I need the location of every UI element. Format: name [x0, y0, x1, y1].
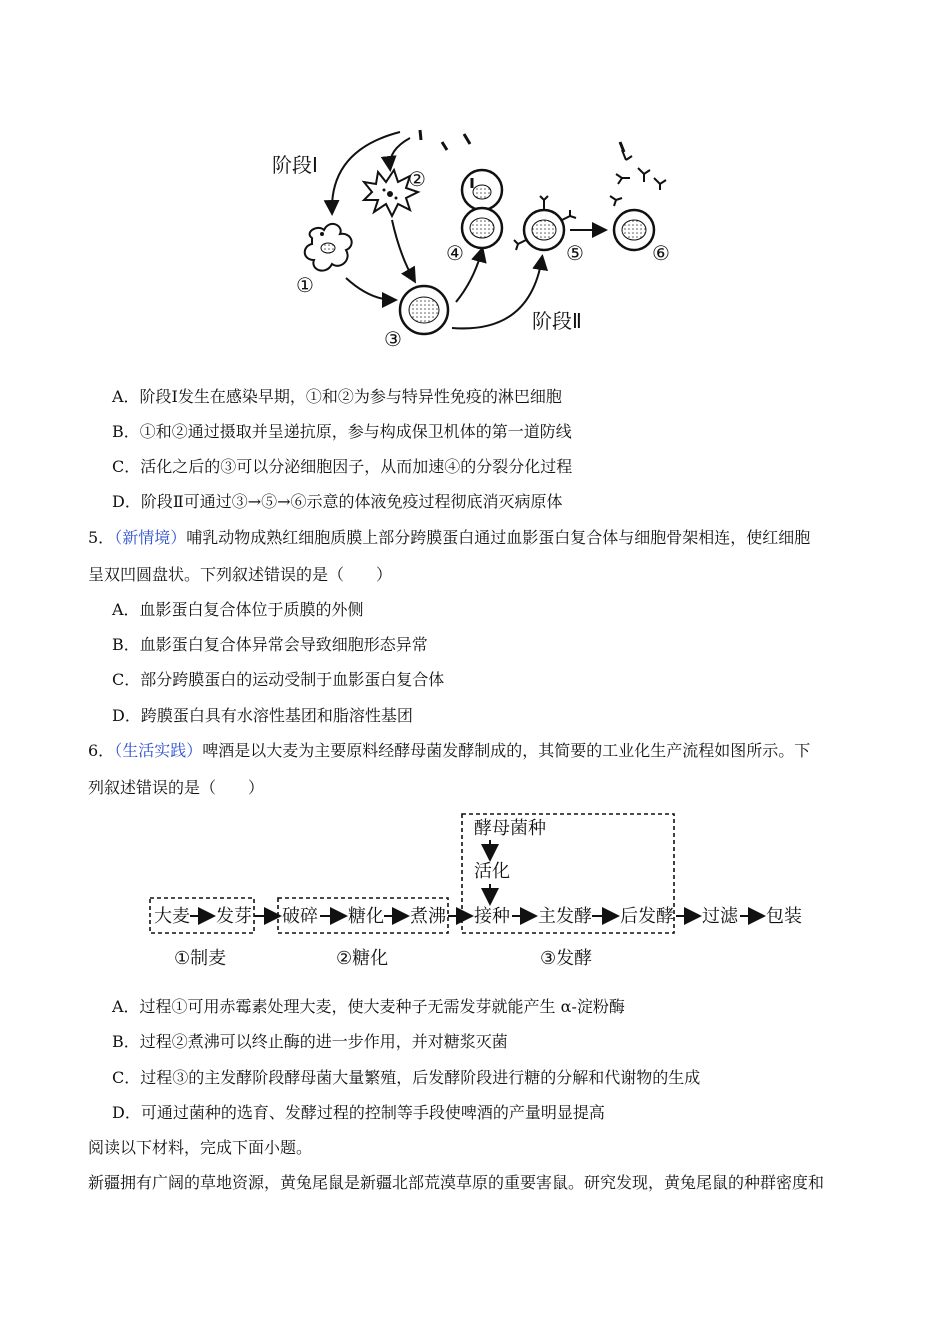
- flow-stage3-label: ③发酵: [540, 948, 593, 969]
- stage1-label: 阶段Ⅰ: [272, 153, 318, 177]
- flow-stage2-label: ②糖化: [336, 948, 389, 969]
- q6-tag: （生活实践）: [114, 741, 203, 760]
- arrow: [390, 138, 410, 168]
- stage2-label: 阶段Ⅱ: [532, 309, 582, 333]
- flow-package: 包装: [766, 906, 802, 927]
- antigen-mark: [464, 134, 470, 144]
- flow-main-ferment: 主发酵: [538, 906, 592, 927]
- q5-number: 5．: [88, 528, 115, 547]
- q6-stem-line1: 啤酒是以大麦为主要原料经酵母菌发酵制成的，其简要的工业化生产流程如图所示。下: [202, 741, 811, 760]
- immune-response-figure: [260, 120, 700, 355]
- q6-stem-line2: 列叙述错误的是（ ）: [88, 778, 265, 797]
- antibody-marks: [610, 150, 666, 206]
- q5-tag: （新情境）: [114, 528, 187, 547]
- marker-6: ⑥: [652, 241, 670, 265]
- q4-option-c: C．活化之后的③可以分泌细胞因子，从而加速④的分裂分化过程: [112, 457, 573, 476]
- flow-crush: 破碎: [282, 906, 318, 927]
- beer-flow-diagram: [140, 806, 820, 976]
- flow-sprout: 发芽: [216, 906, 252, 927]
- flow-saccharify: 糖化: [348, 906, 384, 927]
- q5-stem-line1: 哺乳动物成熟红细胞质膜上部分跨膜蛋白通过血影蛋白复合体与细胞骨架相连，使红细胞: [186, 528, 811, 547]
- q6-option-c: C．过程③的主发酵阶段酵母菌大量繁殖，后发酵阶段进行糖的分解和代谢物的生成: [112, 1068, 701, 1087]
- q5-option-c: C．部分跨膜蛋白的运动受制于血影蛋白复合体: [112, 670, 445, 689]
- q5-option-a: A．血影蛋白复合体位于质膜的外侧: [112, 600, 364, 619]
- marker-3: ③: [384, 327, 402, 351]
- t-cell-3: [400, 286, 448, 334]
- marker-4: ④: [446, 241, 464, 265]
- q6-option-d: D．可通过菌种的选育、发酵过程的控制等手段使啤酒的产量明显提高: [112, 1103, 605, 1122]
- flow-activate: 活化: [474, 861, 510, 882]
- q4-option-b: B．①和②通过摄取并呈递抗原，参与构成保卫机体的第一道防线: [112, 422, 572, 441]
- q5-stem: [88, 527, 810, 549]
- plasma-cell-6: [614, 210, 654, 250]
- antigen-mark: [442, 142, 447, 150]
- q4-option-d: D．阶段Ⅱ可通过③→⑤→⑥示意的体液免疫过程彻底消灭病原体: [112, 492, 563, 511]
- flow-post-ferment: 后发酵: [620, 906, 674, 927]
- flow-inoculate: 接种: [474, 906, 510, 927]
- marker-5: ⑤: [566, 241, 584, 265]
- macrophage-cell-1: [305, 224, 352, 271]
- antigen-mark: [620, 142, 624, 152]
- flow-filter: 过滤: [702, 906, 738, 927]
- arrow: [452, 258, 542, 328]
- arrow: [346, 278, 394, 300]
- q6-stem: [88, 740, 810, 762]
- q5-option-d: D．跨膜蛋白具有水溶性基团和脂溶性基团: [112, 706, 413, 725]
- flow-stage1-label: ①制麦: [174, 948, 227, 969]
- q6-option-a: A．过程①可用赤霉素处理大麦，使大麦种子无需发芽就能产生 α-淀粉酶: [112, 997, 625, 1016]
- flow-yeast: 酵母菌种: [474, 818, 546, 839]
- q4-option-a: A．阶段Ⅰ发生在感染早期，①和②为参与特异性免疫的淋巴细胞: [112, 387, 562, 406]
- marker-1: ①: [296, 273, 314, 297]
- reading-intro: 阅读以下材料，完成下面小题。: [88, 1138, 313, 1157]
- flow-barley: 大麦: [154, 906, 190, 927]
- flow-boil: 煮沸: [410, 906, 446, 927]
- q5-option-b: B．血影蛋白复合体异常会导致细胞形态异常: [112, 635, 428, 654]
- q5-stem-line2: 呈双凹圆盘状。下列叙述错误的是（ ）: [88, 565, 393, 584]
- q6-option-b: B．过程②煮沸可以终止酶的进一步作用，并对糖浆灭菌: [112, 1032, 508, 1051]
- b-cell-4: [462, 170, 502, 248]
- arrow: [392, 220, 414, 280]
- antigen-mark: [420, 130, 421, 140]
- marker-2: ②: [408, 167, 426, 191]
- reading-text: 新疆拥有广阔的草地资源，黄兔尾鼠是新疆北部荒漠草原的重要害鼠。研究发现，黄兔尾鼠的种群密度和: [88, 1173, 825, 1192]
- q6-number: 6．: [88, 741, 115, 760]
